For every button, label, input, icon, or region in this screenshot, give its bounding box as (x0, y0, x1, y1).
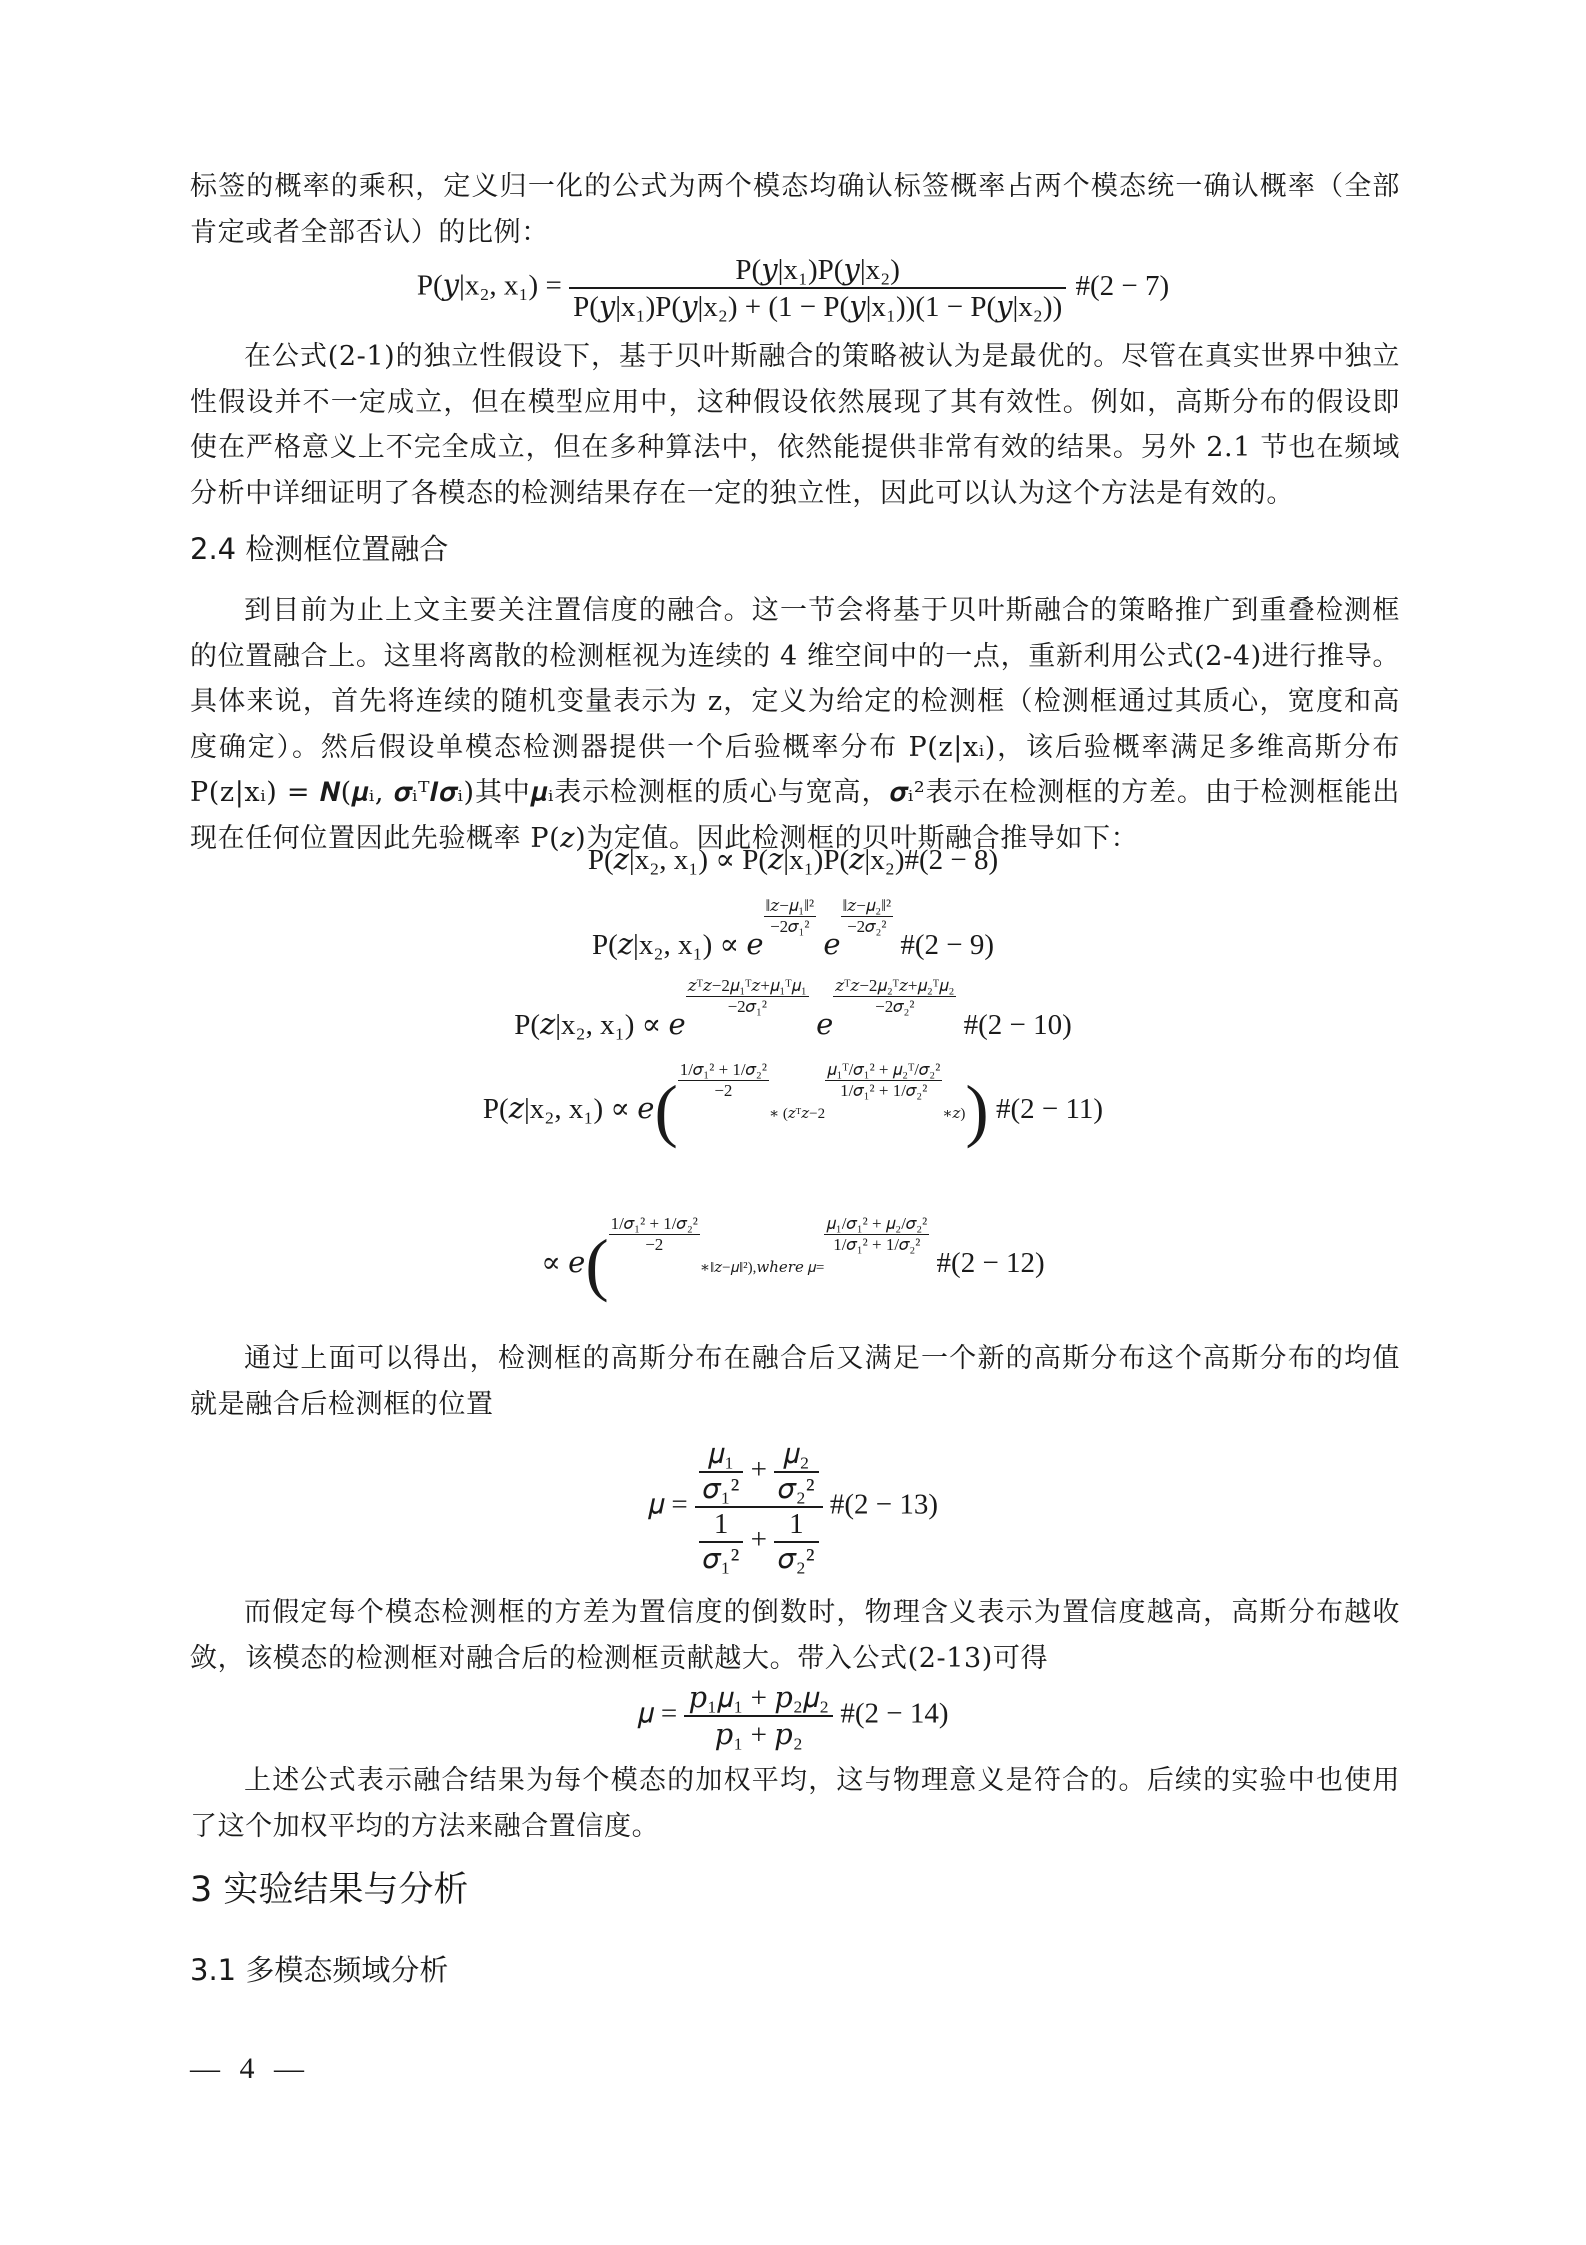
eq13-d2 (774, 1508, 818, 1576)
eq12-mu-den: 1/𝜎₁² + 1/𝜎₂² (833, 1235, 921, 1254)
equation-2-7 (0, 252, 1586, 324)
paragraph-6: 上述公式表示融合结果为每个模态的加权平均，这与物理意义是符合的。后续的实验中也使用了这个加权平均的方法来融合置信度。 (190, 1765, 1400, 1842)
eq11-inner-right: ∗𝑧) (942, 1106, 966, 1122)
eq14-lhs: 𝜇 = (637, 1697, 678, 1730)
section-heading-2-4: 2.4 检测框位置融合 (190, 532, 449, 566)
eq13-d1-den: 𝜎₁² (702, 1543, 740, 1575)
eq13-n2-num: 𝜇₂ (774, 1438, 818, 1473)
eq11-inner-den: 1/𝜎₁² + 1/𝜎₂² (840, 1081, 928, 1100)
paragraph-5: 而假定每个模态检测框的方差为置信度的倒数时，物理含义表示为置信度越高，高斯分布越收敛，该模态的检测框对融合后的检测框贡献越大。带入公式(2-13)可得 (190, 1597, 1400, 1674)
paragraph-3: 到目前为止上文主要关注置信度的融合。这一节会将基于贝叶斯融合的策略推广到重叠检测框的位置融合上。这里将离散的检测框视为连续的 4 维空间中的一点，重新利用公式(2-4)进行推导。具体来说，首先将连续的随机变量表示为 z，定义为给定的检测框（检测框通过其质心，宽度和高度确定）。然后假设单模态检测器提供一个后验概率分布 P(z|xᵢ)，该后验概率满足多维高斯分布 P(z|xᵢ) = 𝑵(𝝁ᵢ, 𝝈ᵢᵀ𝑰𝝈ᵢ)其中𝝁ᵢ表示检测框的质心与宽高，𝝈ᵢ²表示在检测框的方差。由于检测框能出现在任何位置因此先验概率 P(𝑧)为定值。因此检测框的贝叶斯融合推导如下： (190, 595, 1400, 854)
eq11-coefficient (678, 1060, 769, 1101)
eq11-lhs: P(𝑧|x₂, x₁) ∝ 𝑒 (482, 1093, 655, 1125)
eq9-tag: #(2 − 9) (900, 929, 994, 961)
eq9-exp2-num: ‖𝑧−𝜇₂‖² (842, 896, 892, 915)
eq14-tag: #(2 − 14) (840, 1697, 949, 1730)
eq13-lhs: 𝜇 = (647, 1488, 688, 1521)
eq11-inner-num: 𝜇₁ᵀ/𝜎₁² + 𝜇₂ᵀ/𝜎₂² (827, 1060, 941, 1079)
eq12-mu-num: 𝜇₁/𝜎₁² + 𝜇₂/𝜎₂² (826, 1214, 928, 1233)
eq13-plus-2: + (750, 1523, 767, 1556)
eq9-lhs: P(𝑧|x₂, x₁) ∝ 𝑒 (591, 929, 764, 961)
eq13-d2-num: 1 (774, 1508, 818, 1543)
eq13-fraction (695, 1438, 823, 1576)
paragraph-2: 在公式(2-1)的独立性假设下，基于贝叶斯融合的策略被认为是最优的。尽管在真实世界中独立性假设并不一定成立，但在模型应用中，这种假设依然展现了其有效性。例如，高斯分布的假设即使在严格意义上不完全成立，但在多种算法中，依然能提供非常有效的结果。另外 2.1 节也在频域分析中详细证明了各模态的检测结果存在一定的独立性，因此可以认为这个方法是有效的。 (190, 341, 1400, 509)
eq12-paren-open: ( (585, 1226, 609, 1304)
paragraph-1: 标签的概率的乘积，定义归一化的公式为两个模态均确认标签概率占两个模态统一确认概率（全部肯定或者全部否认）的比例： (190, 171, 1400, 248)
section-heading-3: 3 实验结果与分析 (190, 1870, 469, 1910)
eq13-n1 (699, 1438, 743, 1506)
eq13-tag: #(2 − 13) (829, 1488, 938, 1521)
eq12-mu-fraction (824, 1214, 929, 1255)
eq11-inner-left: ∗ (𝑧ᵀ𝑧−2 (768, 1106, 826, 1122)
eq10-exp1-num: 𝑧ᵀ𝑧−2𝜇₁ᵀ𝑧+𝜇₁ᵀ𝜇₁ (687, 976, 807, 995)
eq10-exp2-den: −2𝜎₂² (875, 997, 915, 1016)
eq14-numerator: 𝑝₁𝜇₁ + 𝑝₂𝜇₂ (684, 1680, 833, 1717)
eq10-tag: #(2 − 10) (963, 1009, 1072, 1041)
eq10-lhs: P(𝑧|x₂, x₁) ∝ 𝑒 (514, 1009, 686, 1041)
eq11-coef-den: −2 (714, 1081, 733, 1100)
eq13-n2-den: 𝜎₂² (778, 1473, 815, 1505)
eq14-fraction (684, 1680, 833, 1752)
equation-2-10 (0, 976, 1586, 1042)
paragraph-4: 通过上面可以得出，检测框的高斯分布在融合后又满足一个新的高斯分布这个高斯分布的均值就是融合后检测框的位置 (190, 1343, 1400, 1420)
eq13-n2 (774, 1438, 818, 1506)
equation-2-13 (0, 1438, 1586, 1576)
eq11-paren-open: ( (654, 1072, 678, 1150)
eq11-coef-num: 1/𝜎₁² + 1/𝜎₂² (679, 1060, 767, 1079)
page-number: — 4 — (190, 2052, 310, 2085)
eq11-tag: #(2 − 11) (995, 1093, 1104, 1125)
eq13-n1-den: 𝜎₁² (702, 1473, 740, 1505)
eq13-d1 (699, 1508, 743, 1576)
eq10-exp1-den: −2𝜎₁² (727, 997, 767, 1016)
eq13-d2-den: 𝜎₂² (778, 1543, 815, 1575)
equation-2-11 (0, 1060, 1586, 1151)
eq9-exp1-num: ‖𝑧−𝜇₁‖² (765, 896, 815, 915)
eq13-d1-num: 1 (699, 1508, 743, 1543)
section-heading-3-1: 3.1 多模态频域分析 (190, 1953, 449, 1987)
eq7-fraction (569, 252, 1066, 324)
eq10-exp2-num: 𝑧ᵀ𝑧−2𝜇₂ᵀ𝑧+𝜇₂ᵀ𝜇₂ (835, 976, 955, 995)
eq13-numerator (695, 1438, 823, 1508)
equation-2-14 (0, 1680, 1586, 1752)
eq12-coefficient (609, 1214, 700, 1255)
eq9-exp2-den: −2𝜎₂² (847, 917, 887, 936)
eq13-plus-1: + (750, 1453, 767, 1486)
eq7-denominator: P(𝑦|x₁)P(𝑦|x₂) + (1 − P(𝑦|x₁))(1 − P(𝑦|x₂)) (573, 291, 1063, 323)
equation-2-9 (0, 896, 1586, 962)
equation-2-8: P(𝑧|x₂, x₁) ∝ P(𝑧|x₁)P(𝑧|x₂)#(2 − 8) (587, 844, 999, 876)
eq11-inner-fraction (825, 1060, 942, 1101)
equation-2-12 (0, 1214, 1586, 1305)
eq12-lhs: ∝ 𝑒 (541, 1247, 586, 1279)
eq7-numerator: P(𝑦|x₁)P(𝑦|x₂) (569, 252, 1066, 289)
eq12-coef-num: 1/𝜎₁² + 1/𝜎₂² (610, 1214, 698, 1233)
eq12-body: ∗‖𝑧−𝜇‖²),𝑤ℎ𝑒𝑟𝑒 𝜇= (699, 1260, 825, 1276)
eq13-n1-num: 𝜇₁ (699, 1438, 743, 1473)
eq9-exp1-den: −2𝜎₁² (770, 917, 810, 936)
eq10-exponent-1 (686, 976, 809, 1017)
eq14-denominator: 𝑝₁ + 𝑝₂ (714, 1719, 803, 1751)
eq7-lhs: P(𝑦|x₂, x₁) = (416, 269, 562, 302)
eq12-tag: #(2 − 12) (936, 1247, 1045, 1279)
eq9-exponent-1 (764, 896, 817, 937)
eq7-tag: #(2 − 7) (1075, 269, 1170, 302)
eq10-exponent-2 (833, 976, 956, 1017)
eq10-mid: 𝑒 (816, 1009, 834, 1041)
eq9-exponent-2 (841, 896, 894, 937)
eq11-paren-close: ) (965, 1072, 989, 1150)
eq12-coef-den: −2 (645, 1235, 664, 1254)
eq9-mid: 𝑒 (823, 929, 841, 961)
eq13-denominator (695, 1508, 823, 1576)
